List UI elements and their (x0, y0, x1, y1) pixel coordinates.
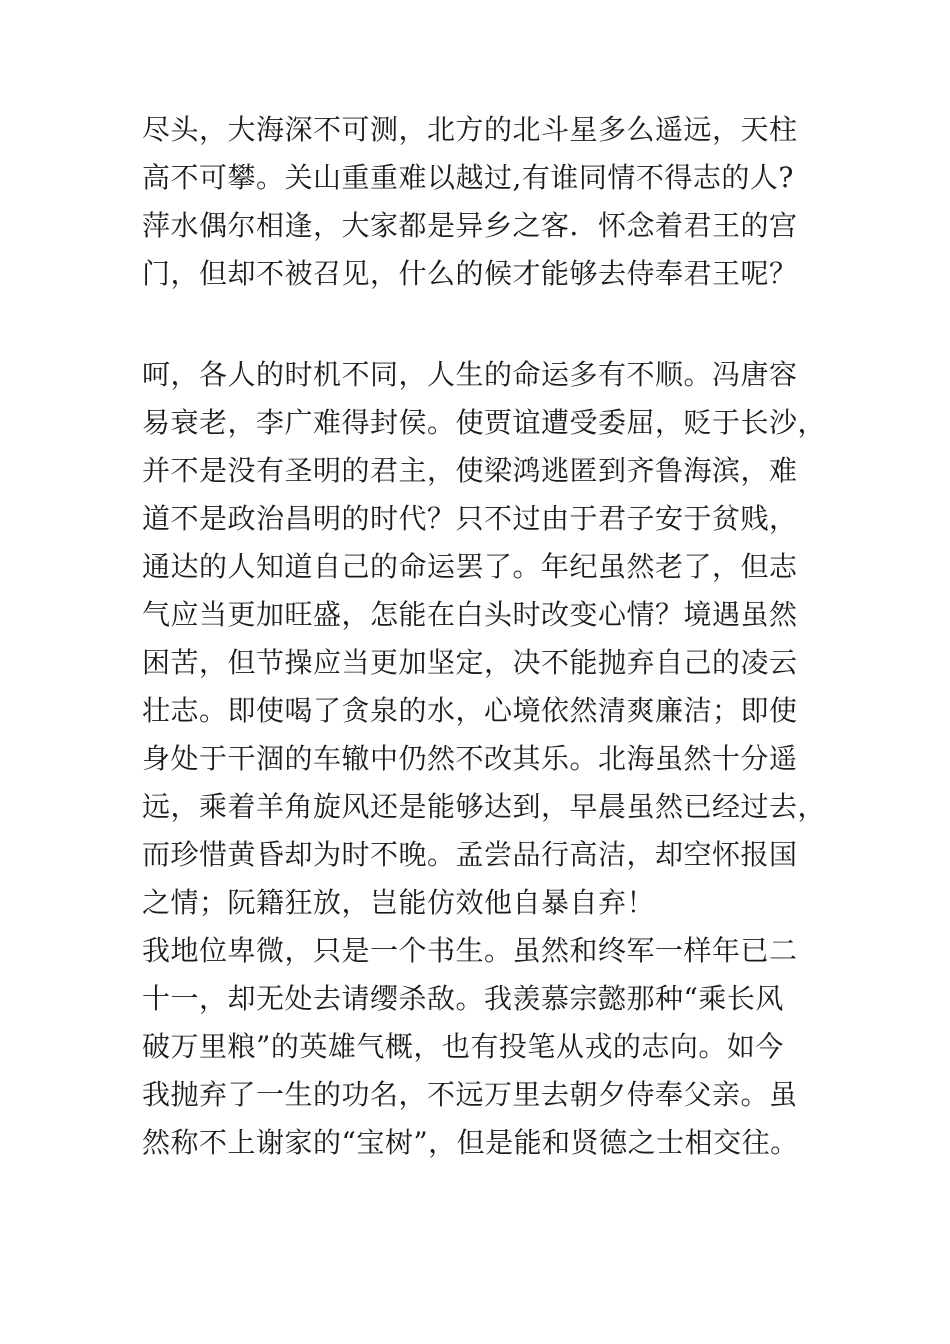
text-line: 之情；阮籍狂放，岂能仿效他自暴自弃！ (142, 886, 656, 919)
text-line: 高不可攀。关山重重难以越过,有谁同情不得志的人? (142, 161, 794, 194)
text-line: 困苦，但节操应当更加坚定，决不能抛弃自己的凌云 (142, 646, 798, 679)
text-line: 门，但却不被召见，什么的候才能够去侍奉君王呢？ (142, 257, 798, 290)
text-line: 通达的人知道自己的命运罢了。年纪虽然老了，但志 (142, 550, 798, 583)
text-line: 并不是没有圣明的君主，使梁鸿逃匿到齐鲁海滨，难 (142, 454, 798, 487)
text-line: 壮志。即使喝了贪泉的水，心境依然清爽廉洁；即使 (142, 694, 798, 727)
text-line: 易衰老，李广难得封侯。使贾谊遭受委屈，贬于长沙， (142, 406, 827, 439)
text-line: 远，乘着羊角旋风还是能够达到，早晨虽然已经过去， (142, 790, 827, 823)
text-line: 我抛弃了一生的功名，不远万里去朝夕侍奉父亲。虽 (142, 1078, 798, 1111)
text-line: 气应当更加旺盛，怎能在白头时改变心情？境遇虽然 (142, 598, 798, 631)
text-line: 身处于干涸的车辙中仍然不改其乐。北海虽然十分遥 (142, 742, 798, 775)
text-line: 十一，却无处去请缨杀敌。我羡慕宗懿那种“乘长风 (142, 982, 784, 1015)
text-line: 道不是政治昌明的时代？只不过由于君子安于贫贱， (142, 502, 798, 535)
paragraph-2 (142, 351, 827, 1167)
text-line: 我地位卑微，只是一个书生。虽然和终军一样年已二 (142, 934, 798, 967)
text-line: 而珍惜黄昏却为时不晚。孟尝品行高洁，却空怀报国 (142, 838, 798, 871)
paragraph-1 (142, 106, 822, 298)
text-line: 呵，各人的时机不同，人生的命运多有不顺。冯唐容 (142, 358, 798, 391)
text-line: 萍水偶尔相逢，大家都是异乡之客．怀念着君王的宫 (142, 209, 798, 242)
text-line: 然称不上谢家的“宝树”，但是能和贤德之士相交往。 (142, 1126, 799, 1159)
text-line: 尽头，大海深不可测，北方的北斗星多么遥远，天柱 (142, 113, 798, 146)
text-line: 破万里粮”的英雄气概，也有投笔从戎的志向。如今 (142, 1030, 784, 1063)
